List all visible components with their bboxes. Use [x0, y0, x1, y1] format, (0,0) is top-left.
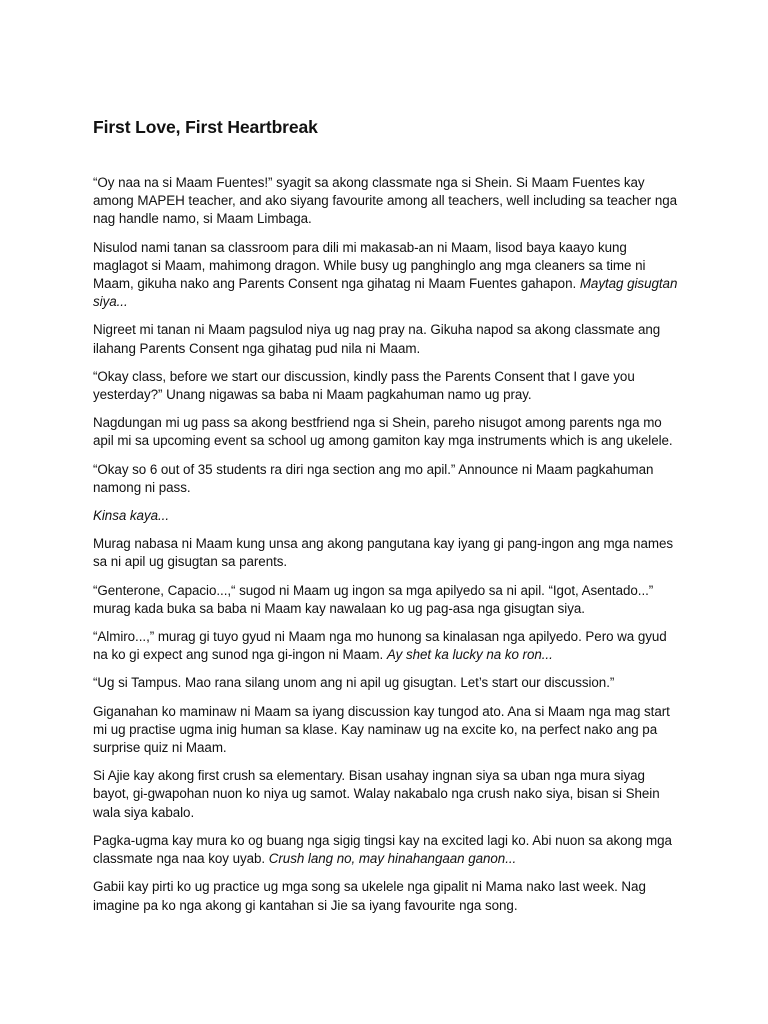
- body-paragraph: [93, 239, 683, 312]
- body-paragraph: [93, 321, 683, 357]
- paragraph-italic-text: Crush lang no, may hinahangaan ganon...: [268, 851, 517, 867]
- body-paragraph: [93, 582, 683, 618]
- paragraph-text: Si Ajie kay akong first crush sa elementary. Bisan usahay ingnan siya sa uban nga mura siyag bayot, gi-gwapohan nuon ko niya ug samot. Walay nakabalo nga crush nako siya, bisan si Shein wala siya kabalo.: [93, 768, 660, 820]
- body-paragraph: [93, 832, 683, 868]
- document-body: [93, 174, 683, 915]
- document-page: [93, 116, 683, 925]
- body-paragraph: [93, 703, 683, 758]
- body-paragraph: [93, 878, 683, 914]
- paragraph-text: “Okay class, before we start our discussion, kindly pass the Parents Consent that I gave you yesterday?” Unang nigawas sa baba ni Maam pagkahuman namo ug pray.: [93, 368, 635, 403]
- paragraph-text: Pagka-ugma kay mura ko og buang nga sigig tingsi kay na excited lagi ko. Abi nuon sa akong mga classmate nga naa koy uyab.: [93, 832, 672, 867]
- paragraph-text: Gabii kay pirti ko ug practice ug mga song sa ukelele nga gipalit ni Mama nako last week. Nag imagine pa ko nga akong gi kantahan si Jie sa iyang favourite nga song.: [93, 879, 646, 913]
- body-paragraph: [93, 368, 683, 404]
- paragraph-text: Giganahan ko maminaw ni Maam sa iyang discussion kay tungod ato. Ana si Maam nga mag start mi ug practise ugma inig human sa klase. Kay naminaw ug na excite ko, na perfect nako ang pa surprise quiz ni Maam.: [93, 703, 670, 756]
- paragraph-text: “Ug si Tampus. Mao rana silang unom ang ni apil ug gisugtan. Let’s start our discussion.”: [93, 675, 615, 691]
- body-paragraph: [93, 674, 683, 692]
- paragraph-text: Nigreet mi tanan ni Maam pagsulod niya ug nag pray na. Gikuha napod sa akong classmate ang ilahang Parents Consent nga gihatag pud nila ni Maam.: [93, 322, 661, 356]
- paragraph-text: “Okay so 6 out of 35 students ra diri nga section ang mo apil.” Announce ni Maam pagkahuman namong ni pass.: [93, 461, 654, 495]
- paragraph-italic-text: Kinsa kaya...: [93, 508, 170, 524]
- body-paragraph: [93, 174, 683, 229]
- document-title: First Love, First Heartbreak: [93, 117, 318, 137]
- paragraph-text: “Oy naa na si Maam Fuentes!” syagit sa akong classmate nga si Shein. Si Maam Fuentes kay among MAPEH teacher, and ako siyang favourite among all teachers, well including sa teacher nga nag handle namo, si Maam Limbaga.: [93, 175, 678, 227]
- paragraph-italic-text: Maytag gisugtan siya...: [93, 276, 678, 310]
- body-paragraph: [93, 628, 683, 664]
- paragraph-text: “Almiro...,” murag gi tuyo gyud ni Maam nga mo hunong sa kinalasan nga apilyedo. Pero wa gyud na ko gi expect ang sunod nga gi-ingon ni Maam.: [93, 629, 667, 663]
- body-paragraph: [93, 414, 683, 450]
- body-paragraph: [93, 461, 683, 497]
- paragraph-italic-text: Ay shet ka lucky na ko ron...: [386, 647, 553, 663]
- paragraph-text: Murag nabasa ni Maam kung unsa ang akong pangutana kay iyang gi pang-ingon ang mga names sa ni apil ug gisugtan sa parents.: [93, 536, 673, 570]
- paragraph-text: “Genterone, Capacio...,“ sugod ni Maam ug ingon sa mga apilyedo sa ni apil. “Igot, Asentado...” murag kada buka sa baba ni Maam kay nawalaan ko ug pag-asa nga gisugtan siya.: [93, 582, 654, 616]
- paragraph-text: Nagdungan mi ug pass sa akong bestfriend nga si Shein, pareho nisugot among parents nga mo apil mi sa upcoming event sa school ug among gamiton kay mga instruments which is ang ukelele.: [93, 415, 673, 449]
- body-paragraph: [93, 535, 683, 571]
- body-paragraph: [93, 767, 683, 822]
- body-paragraph: [93, 507, 683, 525]
- paragraph-text: Nisulod nami tanan sa classroom para dili mi makasab-an ni Maam, lisod baya kaayo kung maglagot si Maam, mahimong dragon. While busy ug panghinglo ang mga cleaners sa time ni Maam, gikuha nako ang Parents Consent nga gihatag ni Maam Fuentes gahapon.: [93, 239, 646, 292]
